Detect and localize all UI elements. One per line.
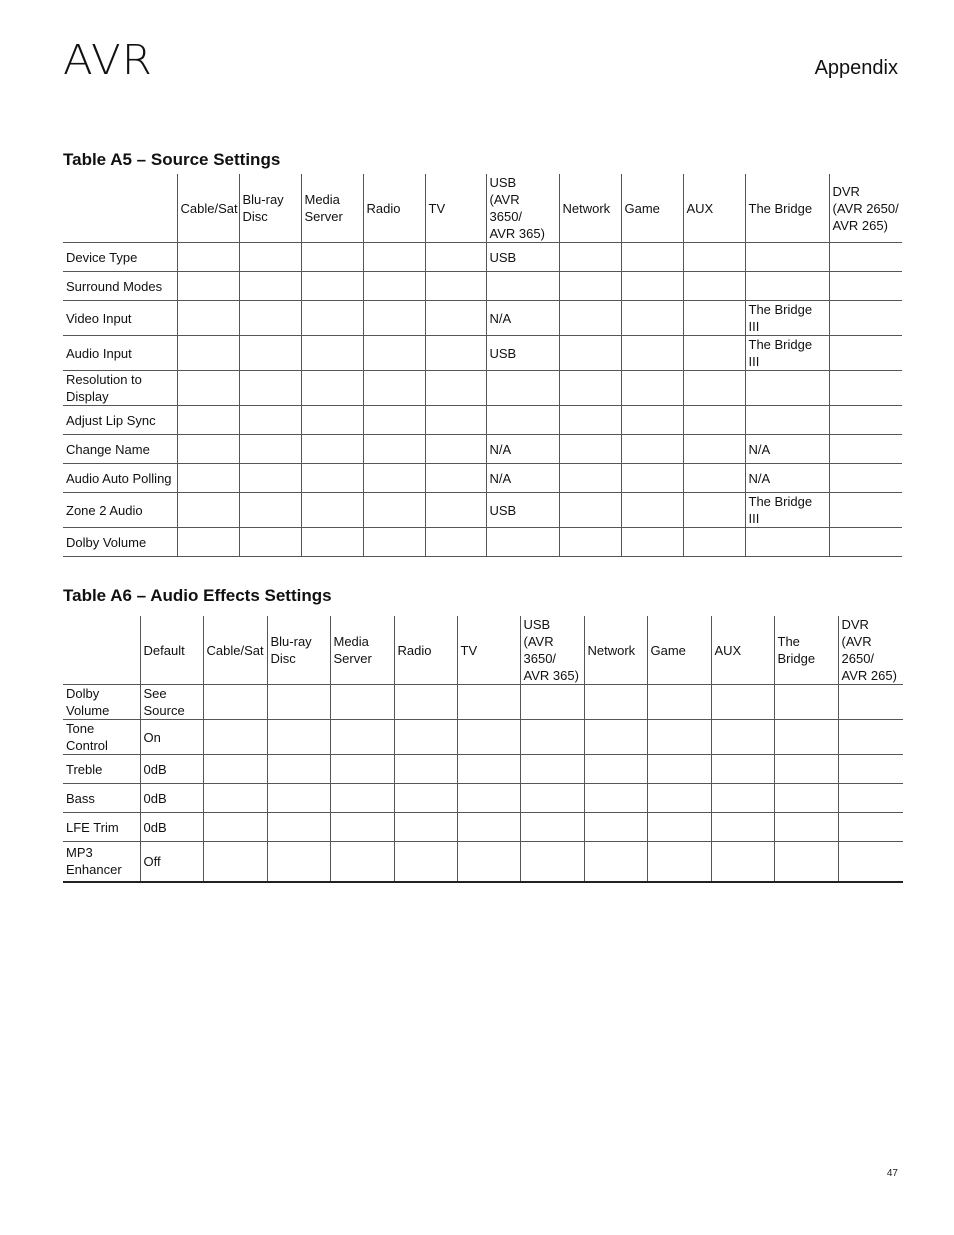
table-row bbox=[63, 493, 902, 528]
table-cell: The Bridge III bbox=[745, 493, 829, 528]
row-label: Device Type bbox=[63, 243, 177, 272]
table-cell bbox=[239, 435, 301, 464]
table-row bbox=[63, 813, 903, 842]
table-cell bbox=[520, 784, 584, 813]
table-cell bbox=[177, 435, 239, 464]
table-cell: N/A bbox=[486, 301, 559, 336]
table-cell bbox=[239, 371, 301, 406]
row-label: Bass bbox=[63, 784, 140, 813]
table-row bbox=[63, 435, 902, 464]
table-cell bbox=[425, 435, 486, 464]
table-cell: N/A bbox=[745, 464, 829, 493]
table-cell: USB bbox=[486, 336, 559, 371]
table-row bbox=[63, 301, 902, 336]
table-cell bbox=[683, 528, 745, 557]
table-cell bbox=[239, 336, 301, 371]
table-cell bbox=[745, 243, 829, 272]
source-settings-table bbox=[63, 174, 902, 557]
table-cell bbox=[425, 272, 486, 301]
table-cell bbox=[301, 371, 363, 406]
table-cell bbox=[683, 336, 745, 371]
table-cell bbox=[457, 842, 520, 882]
table-cell bbox=[267, 784, 330, 813]
table-cell bbox=[584, 784, 647, 813]
table-cell bbox=[203, 720, 267, 755]
column-header: The Bridge bbox=[774, 616, 838, 685]
table-cell bbox=[394, 720, 457, 755]
table-cell bbox=[520, 685, 584, 720]
table-cell bbox=[457, 685, 520, 720]
table-cell bbox=[647, 720, 711, 755]
table-cell bbox=[330, 842, 394, 882]
table-cell bbox=[683, 493, 745, 528]
column-header: The Bridge bbox=[745, 174, 829, 243]
table-cell bbox=[239, 406, 301, 435]
avr-logo: AVR bbox=[63, 36, 154, 84]
table-cell bbox=[330, 784, 394, 813]
table-cell bbox=[838, 720, 903, 755]
table-cell bbox=[774, 784, 838, 813]
table-cell bbox=[621, 464, 683, 493]
table-cell bbox=[330, 813, 394, 842]
table-cell bbox=[177, 272, 239, 301]
table-cell bbox=[621, 435, 683, 464]
table-cell bbox=[203, 784, 267, 813]
table-cell bbox=[838, 784, 903, 813]
column-header: Cable/Sat bbox=[203, 616, 267, 685]
table-cell bbox=[520, 755, 584, 784]
table-cell bbox=[584, 685, 647, 720]
table-cell bbox=[486, 406, 559, 435]
table-cell bbox=[394, 842, 457, 882]
table-cell bbox=[239, 243, 301, 272]
table-cell bbox=[745, 406, 829, 435]
column-header bbox=[63, 174, 177, 243]
table-cell bbox=[745, 272, 829, 301]
table-cell bbox=[486, 371, 559, 406]
table-cell bbox=[683, 243, 745, 272]
table-row bbox=[63, 336, 902, 371]
table-cell: Off bbox=[140, 842, 203, 882]
table-cell bbox=[559, 336, 621, 371]
table-cell bbox=[425, 301, 486, 336]
table-cell bbox=[457, 755, 520, 784]
row-label: Surround Modes bbox=[63, 272, 177, 301]
table-cell: The Bridge III bbox=[745, 301, 829, 336]
table-cell bbox=[363, 435, 425, 464]
table-cell bbox=[301, 528, 363, 557]
table-cell bbox=[330, 720, 394, 755]
table-cell bbox=[647, 755, 711, 784]
table-cell bbox=[425, 371, 486, 406]
column-header: AUX bbox=[711, 616, 774, 685]
table-cell bbox=[520, 842, 584, 882]
table-cell bbox=[683, 301, 745, 336]
table-cell bbox=[559, 406, 621, 435]
column-header: Blu-ray Disc bbox=[267, 616, 330, 685]
table-cell bbox=[486, 272, 559, 301]
column-header: Game bbox=[647, 616, 711, 685]
table-cell bbox=[267, 813, 330, 842]
table-cell bbox=[829, 371, 902, 406]
column-header: AUX bbox=[683, 174, 745, 243]
table-cell bbox=[394, 813, 457, 842]
table-row bbox=[63, 406, 902, 435]
table-a5-body bbox=[63, 243, 902, 557]
table-cell bbox=[457, 784, 520, 813]
table-row bbox=[63, 784, 903, 813]
table-cell bbox=[330, 685, 394, 720]
table-cell bbox=[711, 720, 774, 755]
table-cell bbox=[239, 272, 301, 301]
table-cell bbox=[711, 813, 774, 842]
table-row bbox=[63, 371, 902, 406]
table-cell bbox=[683, 272, 745, 301]
table-cell bbox=[829, 243, 902, 272]
table-cell bbox=[559, 464, 621, 493]
table-cell bbox=[774, 755, 838, 784]
column-header: Blu-ray Disc bbox=[239, 174, 301, 243]
column-header: TV bbox=[425, 174, 486, 243]
table-cell bbox=[486, 528, 559, 557]
table-cell bbox=[301, 243, 363, 272]
table-cell bbox=[647, 685, 711, 720]
table-cell bbox=[363, 336, 425, 371]
table-cell bbox=[584, 842, 647, 882]
table-cell bbox=[425, 493, 486, 528]
table-cell: 0dB bbox=[140, 784, 203, 813]
table-cell bbox=[683, 435, 745, 464]
row-label: Audio Auto Polling bbox=[63, 464, 177, 493]
table-cell: See Source bbox=[140, 685, 203, 720]
row-label: Adjust Lip Sync bbox=[63, 406, 177, 435]
table-cell bbox=[177, 336, 239, 371]
table-cell bbox=[711, 685, 774, 720]
column-header: Media Server bbox=[301, 174, 363, 243]
table-cell bbox=[683, 464, 745, 493]
table-cell bbox=[711, 755, 774, 784]
row-label: Change Name bbox=[63, 435, 177, 464]
table-cell bbox=[621, 493, 683, 528]
column-header: Radio bbox=[363, 174, 425, 243]
table-cell bbox=[621, 272, 683, 301]
column-header: Cable/Sat bbox=[177, 174, 239, 243]
table-cell bbox=[177, 406, 239, 435]
column-header: TV bbox=[457, 616, 520, 685]
table-cell bbox=[621, 243, 683, 272]
row-label: LFE Trim bbox=[63, 813, 140, 842]
table-cell bbox=[559, 301, 621, 336]
table-cell bbox=[584, 720, 647, 755]
table-cell bbox=[239, 301, 301, 336]
row-label: Resolution to Display bbox=[63, 371, 177, 406]
table-row bbox=[63, 842, 903, 882]
column-header: Network bbox=[584, 616, 647, 685]
table-cell bbox=[559, 243, 621, 272]
table-cell bbox=[647, 842, 711, 882]
table-cell bbox=[711, 784, 774, 813]
table-cell bbox=[177, 493, 239, 528]
table-row bbox=[63, 528, 902, 557]
page-number: 47 bbox=[886, 1168, 898, 1179]
table-cell bbox=[584, 755, 647, 784]
table-cell bbox=[838, 842, 903, 882]
table-cell: USB bbox=[486, 243, 559, 272]
table-cell bbox=[838, 755, 903, 784]
table-cell bbox=[584, 813, 647, 842]
table-cell bbox=[520, 720, 584, 755]
table-cell bbox=[363, 493, 425, 528]
table-cell bbox=[683, 406, 745, 435]
table-cell: On bbox=[140, 720, 203, 755]
table-cell bbox=[829, 301, 902, 336]
table-cell bbox=[394, 784, 457, 813]
table-cell bbox=[301, 406, 363, 435]
table-cell bbox=[621, 371, 683, 406]
table-cell bbox=[301, 464, 363, 493]
table-cell bbox=[829, 336, 902, 371]
table-cell bbox=[829, 493, 902, 528]
table-cell bbox=[363, 371, 425, 406]
table-cell bbox=[829, 528, 902, 557]
table-cell bbox=[647, 784, 711, 813]
column-header: USB (AVR 3650/ AVR 365) bbox=[486, 174, 559, 243]
table-cell: 0dB bbox=[140, 813, 203, 842]
table-cell bbox=[203, 685, 267, 720]
table-cell bbox=[774, 813, 838, 842]
table-cell bbox=[267, 755, 330, 784]
table-cell bbox=[425, 406, 486, 435]
table-cell bbox=[177, 243, 239, 272]
table-cell bbox=[301, 336, 363, 371]
table-row bbox=[63, 464, 902, 493]
table-row bbox=[63, 272, 902, 301]
table-cell bbox=[838, 685, 903, 720]
table-cell bbox=[647, 813, 711, 842]
table-cell bbox=[520, 813, 584, 842]
header-row bbox=[63, 174, 902, 243]
table-cell bbox=[425, 464, 486, 493]
table-cell bbox=[774, 685, 838, 720]
row-label: Dolby Volume bbox=[63, 528, 177, 557]
table-cell bbox=[239, 493, 301, 528]
table-cell bbox=[363, 301, 425, 336]
table-cell bbox=[177, 371, 239, 406]
table-cell bbox=[559, 435, 621, 464]
table-cell bbox=[829, 406, 902, 435]
table-cell bbox=[621, 301, 683, 336]
table-a5-title: Table A5 – Source Settings bbox=[63, 150, 281, 169]
table-cell bbox=[621, 336, 683, 371]
table-row bbox=[63, 243, 902, 272]
table-cell bbox=[330, 755, 394, 784]
column-header: DVR (AVR 2650/ AVR 265) bbox=[829, 174, 902, 243]
table-cell bbox=[559, 272, 621, 301]
table-cell bbox=[829, 272, 902, 301]
header-row bbox=[63, 616, 903, 685]
table-cell bbox=[267, 720, 330, 755]
table-cell bbox=[621, 406, 683, 435]
column-header bbox=[63, 616, 140, 685]
table-cell: The Bridge III bbox=[745, 336, 829, 371]
table-cell bbox=[774, 842, 838, 882]
table-cell bbox=[774, 720, 838, 755]
table-row bbox=[63, 685, 903, 720]
column-header: Default bbox=[140, 616, 203, 685]
table-cell bbox=[745, 371, 829, 406]
column-header: Radio bbox=[394, 616, 457, 685]
table-cell bbox=[711, 842, 774, 882]
column-header: DVR (AVR 2650/ AVR 265) bbox=[838, 616, 903, 685]
table-cell bbox=[301, 435, 363, 464]
table-cell bbox=[239, 528, 301, 557]
table-cell bbox=[683, 371, 745, 406]
table-cell bbox=[203, 813, 267, 842]
table-cell: N/A bbox=[745, 435, 829, 464]
table-cell bbox=[559, 493, 621, 528]
table-cell: 0dB bbox=[140, 755, 203, 784]
row-label: MP3 Enhancer bbox=[63, 842, 140, 882]
table-cell bbox=[838, 813, 903, 842]
row-label: Video Input bbox=[63, 301, 177, 336]
table-cell bbox=[457, 720, 520, 755]
table-a6-title: Table A6 – Audio Effects Settings bbox=[63, 586, 332, 605]
column-header: Network bbox=[559, 174, 621, 243]
table-cell bbox=[457, 813, 520, 842]
column-header: Media Server bbox=[330, 616, 394, 685]
table-cell bbox=[301, 493, 363, 528]
table-cell bbox=[363, 243, 425, 272]
section-title: Appendix bbox=[814, 57, 898, 79]
table-cell bbox=[267, 685, 330, 720]
table-cell bbox=[239, 464, 301, 493]
table-cell: USB bbox=[486, 493, 559, 528]
table-cell bbox=[425, 243, 486, 272]
table-cell bbox=[425, 336, 486, 371]
table-row bbox=[63, 755, 903, 784]
table-cell bbox=[203, 842, 267, 882]
table-cell bbox=[829, 435, 902, 464]
table-cell bbox=[301, 301, 363, 336]
row-label: Audio Input bbox=[63, 336, 177, 371]
table-a6-header bbox=[63, 616, 903, 685]
table-cell bbox=[177, 464, 239, 493]
table-cell: N/A bbox=[486, 464, 559, 493]
table-cell bbox=[301, 272, 363, 301]
row-label: Tone Control bbox=[63, 720, 140, 755]
row-label: Dolby Volume bbox=[63, 685, 140, 720]
table-cell bbox=[363, 406, 425, 435]
table-a6-body bbox=[63, 685, 903, 882]
table-cell bbox=[621, 528, 683, 557]
table-cell bbox=[363, 528, 425, 557]
row-label: Treble bbox=[63, 755, 140, 784]
table-cell bbox=[363, 272, 425, 301]
table-cell bbox=[177, 528, 239, 557]
table-row bbox=[63, 720, 903, 755]
column-header: Game bbox=[621, 174, 683, 243]
table-cell bbox=[559, 371, 621, 406]
table-cell bbox=[559, 528, 621, 557]
row-label: Zone 2 Audio bbox=[63, 493, 177, 528]
table-a5-header bbox=[63, 174, 902, 243]
table-cell bbox=[363, 464, 425, 493]
table-cell bbox=[394, 755, 457, 784]
table-cell bbox=[177, 301, 239, 336]
table-cell bbox=[745, 528, 829, 557]
table-cell: N/A bbox=[486, 435, 559, 464]
column-header: USB (AVR 3650/ AVR 365) bbox=[520, 616, 584, 685]
table-cell bbox=[267, 842, 330, 882]
table-cell bbox=[394, 685, 457, 720]
table-cell bbox=[203, 755, 267, 784]
table-cell bbox=[425, 528, 486, 557]
audio-effects-table bbox=[63, 616, 903, 883]
table-cell bbox=[829, 464, 902, 493]
